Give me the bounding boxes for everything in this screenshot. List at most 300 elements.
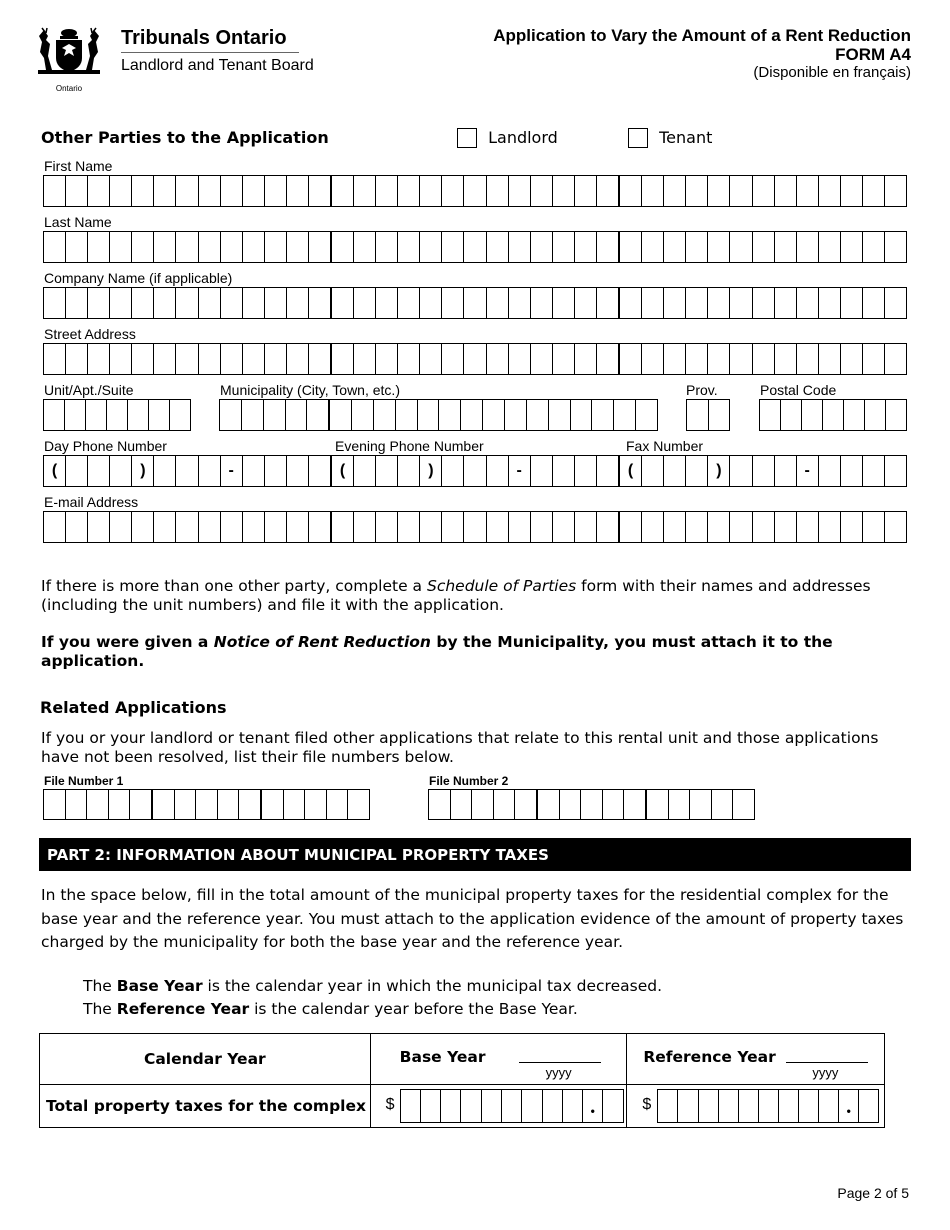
char-box[interactable] (597, 288, 620, 318)
char-box[interactable] (307, 400, 330, 430)
char-box[interactable] (841, 288, 863, 318)
char-box[interactable] (712, 790, 734, 819)
char-box[interactable] (642, 512, 664, 542)
char-box[interactable] (527, 400, 549, 430)
char-box[interactable] (243, 456, 265, 486)
char-box[interactable] (571, 400, 593, 430)
char-box[interactable] (420, 288, 442, 318)
char-box[interactable] (687, 400, 709, 430)
char-box[interactable] (760, 400, 781, 430)
char-box[interactable] (332, 176, 354, 206)
char-box[interactable] (218, 790, 240, 819)
char-box[interactable] (802, 400, 823, 430)
first-name-field[interactable] (43, 175, 907, 207)
char-box[interactable] (132, 512, 154, 542)
char-box[interactable] (354, 512, 376, 542)
char-box[interactable] (483, 400, 505, 430)
char-box[interactable] (669, 790, 691, 819)
char-box[interactable] (494, 790, 516, 819)
char-box[interactable] (153, 790, 175, 819)
char-box[interactable] (128, 400, 149, 430)
char-box[interactable] (221, 344, 243, 374)
char-box[interactable] (170, 400, 190, 430)
char-box[interactable] (885, 176, 906, 206)
char-box[interactable] (603, 790, 625, 819)
char-box[interactable] (642, 344, 664, 374)
char-box[interactable] (531, 176, 553, 206)
char-box[interactable] (597, 344, 620, 374)
char-box[interactable] (464, 344, 486, 374)
char-box[interactable] (739, 1090, 759, 1122)
char-box[interactable] (509, 176, 531, 206)
char-box[interactable] (620, 512, 642, 542)
landlord-option[interactable] (457, 127, 558, 148)
char-box[interactable] (442, 176, 464, 206)
char-box[interactable] (779, 1090, 799, 1122)
char-box[interactable] (719, 1090, 739, 1122)
char-box[interactable] (863, 344, 885, 374)
char-box[interactable] (664, 512, 686, 542)
char-box[interactable] (575, 456, 597, 486)
char-box[interactable] (398, 456, 420, 486)
char-box[interactable] (686, 456, 708, 486)
char-box[interactable] (753, 288, 775, 318)
char-box[interactable] (88, 176, 110, 206)
char-box[interactable] (487, 176, 509, 206)
char-box[interactable] (442, 232, 464, 262)
char-box[interactable] (265, 344, 287, 374)
char-box[interactable] (775, 456, 797, 486)
char-box[interactable] (286, 400, 308, 430)
char-box[interactable] (175, 790, 197, 819)
char-box[interactable] (396, 400, 418, 430)
char-box[interactable] (284, 790, 306, 819)
char-box[interactable] (220, 400, 242, 430)
char-box[interactable] (401, 1090, 421, 1122)
char-box[interactable] (239, 790, 262, 819)
char-box[interactable] (243, 176, 265, 206)
char-box[interactable] (327, 790, 349, 819)
char-box[interactable] (509, 344, 531, 374)
char-box[interactable] (863, 456, 885, 486)
base-year-input[interactable] (519, 1062, 601, 1063)
char-box[interactable] (819, 344, 841, 374)
char-box[interactable] (730, 232, 752, 262)
char-box[interactable] (664, 232, 686, 262)
char-box[interactable] (88, 456, 110, 486)
char-box[interactable] (575, 176, 597, 206)
char-box[interactable] (531, 512, 553, 542)
char-box[interactable] (775, 288, 797, 318)
char-box[interactable] (196, 790, 218, 819)
char-box[interactable] (376, 176, 398, 206)
char-box[interactable] (398, 232, 420, 262)
char-box[interactable] (442, 288, 464, 318)
char-box[interactable] (708, 176, 730, 206)
char-box[interactable] (110, 456, 132, 486)
char-box[interactable] (819, 288, 841, 318)
char-box[interactable] (859, 1090, 878, 1122)
char-box[interactable] (44, 790, 66, 819)
email-field[interactable] (43, 511, 907, 543)
char-box[interactable] (885, 456, 906, 486)
char-box[interactable] (221, 512, 243, 542)
file-number-2-field[interactable] (428, 789, 755, 820)
char-box[interactable] (287, 344, 309, 374)
char-box[interactable] (553, 232, 575, 262)
char-box[interactable] (305, 790, 327, 819)
char-box[interactable] (243, 232, 265, 262)
char-box[interactable] (86, 400, 107, 430)
postal-code-field[interactable] (759, 399, 907, 431)
char-box[interactable] (87, 790, 109, 819)
char-box[interactable] (376, 512, 398, 542)
char-box[interactable] (823, 400, 844, 430)
char-box[interactable] (841, 344, 863, 374)
char-box[interactable] (708, 512, 730, 542)
char-box[interactable] (614, 400, 636, 430)
char-box[interactable] (442, 512, 464, 542)
char-box[interactable] (658, 1090, 678, 1122)
char-box[interactable] (464, 232, 486, 262)
char-box[interactable] (597, 456, 620, 486)
char-box[interactable] (88, 344, 110, 374)
char-box[interactable] (66, 176, 88, 206)
char-box[interactable] (502, 1090, 522, 1122)
char-box[interactable] (132, 232, 154, 262)
char-box[interactable] (132, 344, 154, 374)
char-box[interactable] (487, 232, 509, 262)
char-box[interactable] (775, 344, 797, 374)
char-box[interactable] (730, 344, 752, 374)
char-box[interactable] (863, 176, 885, 206)
char-box[interactable] (531, 456, 553, 486)
char-box[interactable] (265, 512, 287, 542)
file-number-1-field[interactable] (43, 789, 370, 820)
char-box[interactable] (309, 176, 332, 206)
char-box[interactable] (265, 176, 287, 206)
char-box[interactable] (797, 232, 819, 262)
char-box[interactable] (309, 344, 332, 374)
char-box[interactable] (376, 288, 398, 318)
landlord-checkbox[interactable] (457, 128, 477, 148)
char-box[interactable] (287, 456, 309, 486)
char-box[interactable] (330, 400, 352, 430)
char-box[interactable] (420, 232, 442, 262)
char-box[interactable] (154, 512, 176, 542)
char-box[interactable] (781, 400, 802, 430)
char-box[interactable] (624, 790, 647, 819)
char-box[interactable] (620, 232, 642, 262)
char-box[interactable] (354, 344, 376, 374)
char-box[interactable] (759, 1090, 779, 1122)
char-box[interactable] (464, 288, 486, 318)
char-box[interactable] (199, 288, 221, 318)
char-box[interactable] (753, 456, 775, 486)
char-box[interactable] (265, 456, 287, 486)
char-box[interactable] (420, 512, 442, 542)
char-box[interactable] (176, 288, 198, 318)
char-box[interactable] (730, 288, 752, 318)
char-box[interactable] (110, 232, 132, 262)
char-box[interactable] (332, 344, 354, 374)
base-year-amount-field[interactable] (400, 1089, 624, 1123)
char-box[interactable] (699, 1090, 719, 1122)
char-box[interactable] (597, 176, 620, 206)
char-box[interactable] (708, 288, 730, 318)
char-box[interactable] (841, 512, 863, 542)
char-box[interactable] (522, 1090, 542, 1122)
char-box[interactable] (221, 176, 243, 206)
char-box[interactable] (841, 232, 863, 262)
char-box[interactable] (472, 790, 494, 819)
char-box[interactable] (753, 176, 775, 206)
char-box[interactable] (642, 176, 664, 206)
char-box[interactable] (819, 512, 841, 542)
char-box[interactable] (442, 344, 464, 374)
reference-year-input[interactable] (786, 1062, 868, 1063)
char-box[interactable] (553, 288, 575, 318)
char-box[interactable] (885, 512, 906, 542)
char-box[interactable] (176, 456, 198, 486)
char-box[interactable] (441, 1090, 461, 1122)
char-box[interactable] (642, 456, 664, 486)
char-box[interactable] (154, 232, 176, 262)
char-box[interactable] (690, 790, 712, 819)
char-box[interactable] (398, 512, 420, 542)
char-box[interactable] (265, 232, 287, 262)
char-box[interactable] (509, 288, 531, 318)
char-box[interactable] (708, 232, 730, 262)
char-box[interactable] (553, 456, 575, 486)
char-box[interactable] (553, 176, 575, 206)
municipality-field[interactable] (219, 399, 658, 431)
char-box[interactable] (636, 400, 657, 430)
char-box[interactable] (243, 344, 265, 374)
char-box[interactable] (242, 400, 264, 430)
char-box[interactable] (154, 176, 176, 206)
char-box[interactable] (66, 288, 88, 318)
char-box[interactable] (464, 456, 486, 486)
char-box[interactable] (461, 1090, 481, 1122)
company-name-field[interactable] (43, 287, 907, 319)
char-box[interactable] (819, 456, 841, 486)
last-name-field[interactable] (43, 231, 907, 263)
char-box[interactable] (647, 790, 669, 819)
char-box[interactable] (287, 512, 309, 542)
char-box[interactable] (515, 790, 538, 819)
char-box[interactable] (620, 288, 642, 318)
char-box[interactable] (309, 512, 332, 542)
char-box[interactable] (65, 400, 86, 430)
char-box[interactable] (505, 400, 527, 430)
char-box[interactable] (176, 512, 198, 542)
char-box[interactable] (885, 232, 906, 262)
char-box[interactable] (549, 400, 571, 430)
char-box[interactable] (797, 288, 819, 318)
char-box[interactable] (420, 176, 442, 206)
char-box[interactable] (332, 512, 354, 542)
char-box[interactable] (439, 400, 461, 430)
char-box[interactable] (176, 344, 198, 374)
char-box[interactable] (110, 176, 132, 206)
char-box[interactable] (243, 512, 265, 542)
char-box[interactable] (709, 400, 730, 430)
char-box[interactable] (398, 288, 420, 318)
char-box[interactable] (376, 456, 398, 486)
char-box[interactable] (44, 512, 66, 542)
char-box[interactable] (664, 456, 686, 486)
char-box[interactable] (44, 288, 66, 318)
char-box[interactable] (819, 232, 841, 262)
char-box[interactable] (352, 400, 374, 430)
char-box[interactable] (664, 176, 686, 206)
char-box[interactable] (531, 288, 553, 318)
char-box[interactable] (686, 176, 708, 206)
char-box[interactable] (66, 456, 88, 486)
char-box[interactable] (487, 456, 509, 486)
char-box[interactable] (66, 512, 88, 542)
char-box[interactable] (841, 456, 863, 486)
char-box[interactable] (398, 344, 420, 374)
province-field[interactable] (686, 399, 730, 431)
phone-fields[interactable] (43, 455, 907, 487)
tenant-option[interactable] (628, 127, 712, 148)
char-box[interactable] (575, 232, 597, 262)
char-box[interactable] (753, 232, 775, 262)
char-box[interactable] (487, 512, 509, 542)
char-box[interactable] (664, 344, 686, 374)
char-box[interactable] (149, 400, 170, 430)
char-box[interactable] (110, 344, 132, 374)
char-box[interactable] (154, 288, 176, 318)
char-box[interactable] (553, 512, 575, 542)
char-box[interactable] (797, 344, 819, 374)
char-box[interactable] (543, 1090, 563, 1122)
char-box[interactable] (865, 400, 886, 430)
char-box[interactable] (863, 288, 885, 318)
char-box[interactable] (620, 176, 642, 206)
char-box[interactable] (199, 176, 221, 206)
char-box[interactable] (132, 176, 154, 206)
char-box[interactable] (354, 288, 376, 318)
char-box[interactable] (88, 288, 110, 318)
char-box[interactable] (354, 456, 376, 486)
char-box[interactable] (464, 512, 486, 542)
char-box[interactable] (429, 790, 451, 819)
char-box[interactable] (221, 232, 243, 262)
char-box[interactable] (287, 288, 309, 318)
char-box[interactable] (753, 512, 775, 542)
char-box[interactable] (287, 232, 309, 262)
char-box[interactable] (109, 790, 131, 819)
char-box[interactable] (309, 288, 332, 318)
char-box[interactable] (886, 400, 906, 430)
char-box[interactable] (563, 1090, 583, 1122)
char-box[interactable] (775, 232, 797, 262)
char-box[interactable] (110, 512, 132, 542)
char-box[interactable] (509, 232, 531, 262)
char-box[interactable] (538, 790, 560, 819)
char-box[interactable] (844, 400, 865, 430)
char-box[interactable] (581, 790, 603, 819)
char-box[interactable] (863, 512, 885, 542)
char-box[interactable] (819, 1090, 839, 1122)
char-box[interactable] (354, 176, 376, 206)
char-box[interactable] (66, 232, 88, 262)
char-box[interactable] (66, 344, 88, 374)
char-box[interactable] (88, 512, 110, 542)
char-box[interactable] (686, 288, 708, 318)
char-box[interactable] (531, 232, 553, 262)
char-box[interactable] (487, 344, 509, 374)
char-box[interactable] (885, 288, 906, 318)
char-box[interactable] (442, 456, 464, 486)
char-box[interactable] (686, 232, 708, 262)
char-box[interactable] (264, 400, 286, 430)
char-box[interactable] (199, 456, 221, 486)
char-box[interactable] (44, 400, 65, 430)
char-box[interactable] (863, 232, 885, 262)
char-box[interactable] (44, 344, 66, 374)
char-box[interactable] (66, 790, 88, 819)
char-box[interactable] (603, 1090, 622, 1122)
char-box[interactable] (597, 512, 620, 542)
char-box[interactable] (199, 512, 221, 542)
char-box[interactable] (376, 344, 398, 374)
char-box[interactable] (775, 176, 797, 206)
char-box[interactable] (374, 400, 396, 430)
char-box[interactable] (354, 232, 376, 262)
char-box[interactable] (841, 176, 863, 206)
char-box[interactable] (575, 344, 597, 374)
char-box[interactable] (797, 512, 819, 542)
char-box[interactable] (686, 512, 708, 542)
char-box[interactable] (348, 790, 369, 819)
char-box[interactable] (309, 456, 332, 486)
char-box[interactable] (130, 790, 153, 819)
char-box[interactable] (44, 232, 66, 262)
char-box[interactable] (176, 232, 198, 262)
char-box[interactable] (243, 288, 265, 318)
char-box[interactable] (262, 790, 284, 819)
char-box[interactable] (332, 288, 354, 318)
char-box[interactable] (642, 232, 664, 262)
char-box[interactable] (398, 176, 420, 206)
char-box[interactable] (730, 512, 752, 542)
char-box[interactable] (775, 512, 797, 542)
char-box[interactable] (88, 232, 110, 262)
char-box[interactable] (678, 1090, 698, 1122)
char-box[interactable] (418, 400, 440, 430)
char-box[interactable] (154, 456, 176, 486)
unit-field[interactable] (43, 399, 191, 431)
char-box[interactable] (797, 176, 819, 206)
char-box[interactable] (265, 288, 287, 318)
char-box[interactable] (154, 344, 176, 374)
char-box[interactable] (620, 344, 642, 374)
char-box[interactable] (176, 176, 198, 206)
char-box[interactable] (287, 176, 309, 206)
char-box[interactable] (420, 344, 442, 374)
char-box[interactable] (733, 790, 754, 819)
char-box[interactable] (531, 344, 553, 374)
char-box[interactable] (664, 288, 686, 318)
char-box[interactable] (509, 512, 531, 542)
char-box[interactable] (199, 232, 221, 262)
char-box[interactable] (730, 456, 752, 486)
char-box[interactable] (464, 176, 486, 206)
